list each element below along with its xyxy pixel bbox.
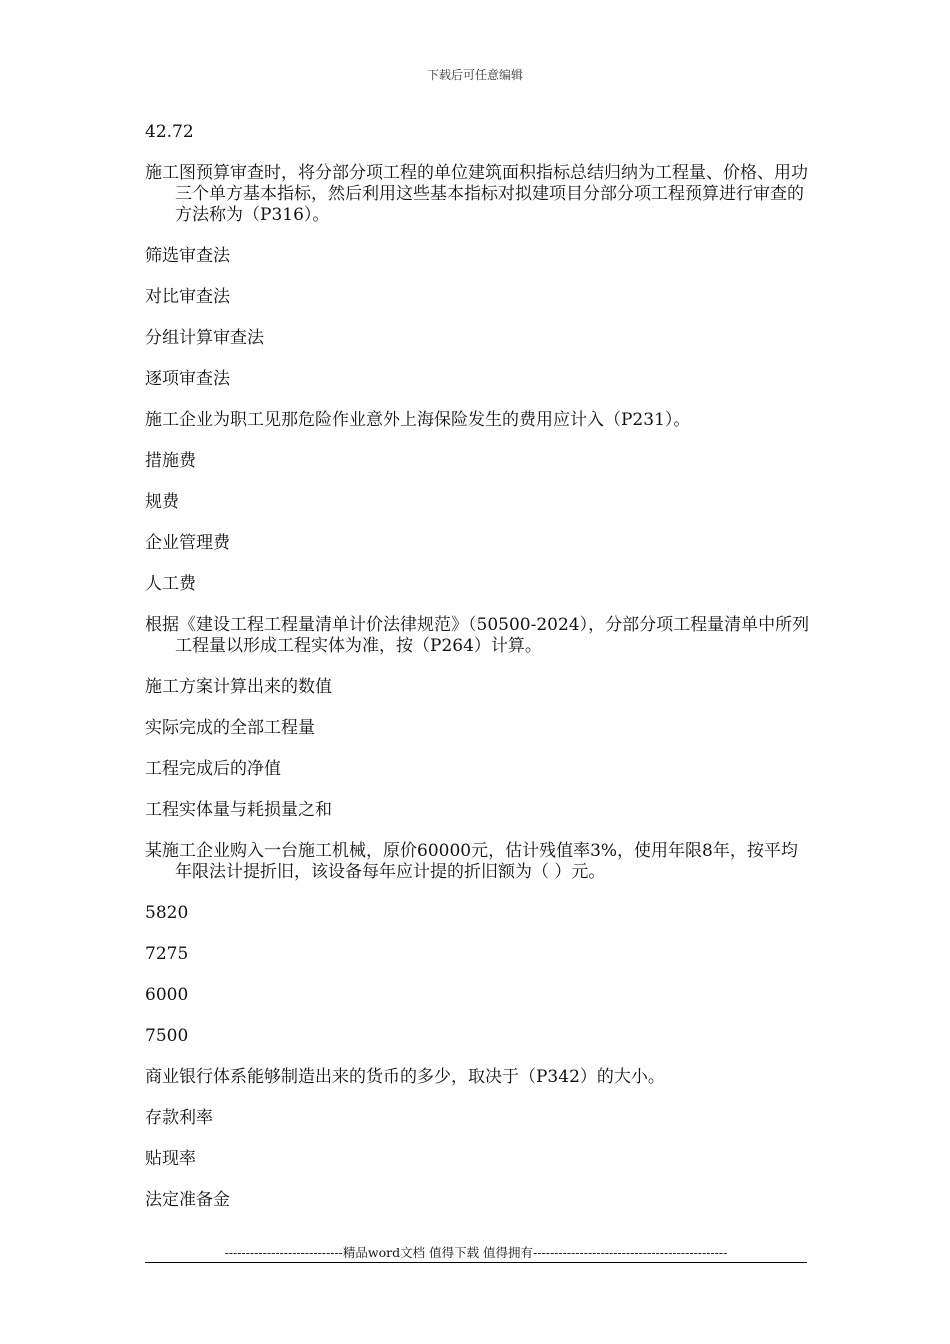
page-footer: ----------------------------精品word文档 值得下载 值得拥有---------------------------------------------- (145, 1245, 807, 1263)
option-text: 规费 (145, 492, 179, 512)
question-text: 某施工企业购入一台施工机械，原价60000元，估计残值率3%，使用年限8年，按平均年限法计提折旧，该设备每年应计提的折旧额为（ ）元。 (145, 841, 798, 882)
option-text: 对比审查法 (145, 287, 230, 307)
page-header: 下载后可任意编辑 (426, 68, 523, 82)
option-text: 工程完成后的净值 (145, 759, 281, 779)
question-text: 根据《建设工程工程量清单计价法律规范》（50500-2024），分部分项工程量清单中所列工程量以形成工程实体为准，按（P264）计算。 (145, 615, 810, 656)
option-text: 逐项审查法 (145, 369, 230, 389)
question-text: 施工企业为职工见那危险作业意外上海保险发生的费用应计入（P231）。 (145, 410, 691, 430)
option-text: 施工方案计算出来的数值 (145, 677, 332, 697)
option-text: 工程实体量与耗损量之和 (145, 800, 332, 820)
option-text: 措施费 (145, 451, 196, 471)
option-text: 7500 (145, 1026, 189, 1046)
option-text: 贴现率 (145, 1149, 196, 1169)
option-text: 存款利率 (145, 1108, 213, 1128)
document-body (145, 122, 810, 1231)
question-text: 商业银行体系能够制造出来的货币的多少，取决于（P342）的大小。 (145, 1067, 665, 1087)
option-text: 人工费 (145, 574, 196, 594)
option-text: 法定准备金 (145, 1190, 230, 1210)
option-text: 分组计算审查法 (145, 328, 264, 348)
option-text: 筛选审查法 (145, 246, 230, 266)
answer-value: 42.72 (145, 122, 194, 142)
question-text: 施工图预算审查时，将分部分项工程的单位建筑面积指标总结归纳为工程量、价格、用功三个单方基本指标，然后利用这些基本指标对拟建项目分部分项工程预算进行审查的方法称为（P316）。 (145, 163, 808, 225)
option-text: 实际完成的全部工程量 (145, 718, 315, 738)
option-text: 7275 (145, 944, 189, 964)
option-text: 5820 (145, 903, 189, 923)
option-text: 6000 (145, 985, 189, 1005)
option-text: 企业管理费 (145, 533, 230, 553)
